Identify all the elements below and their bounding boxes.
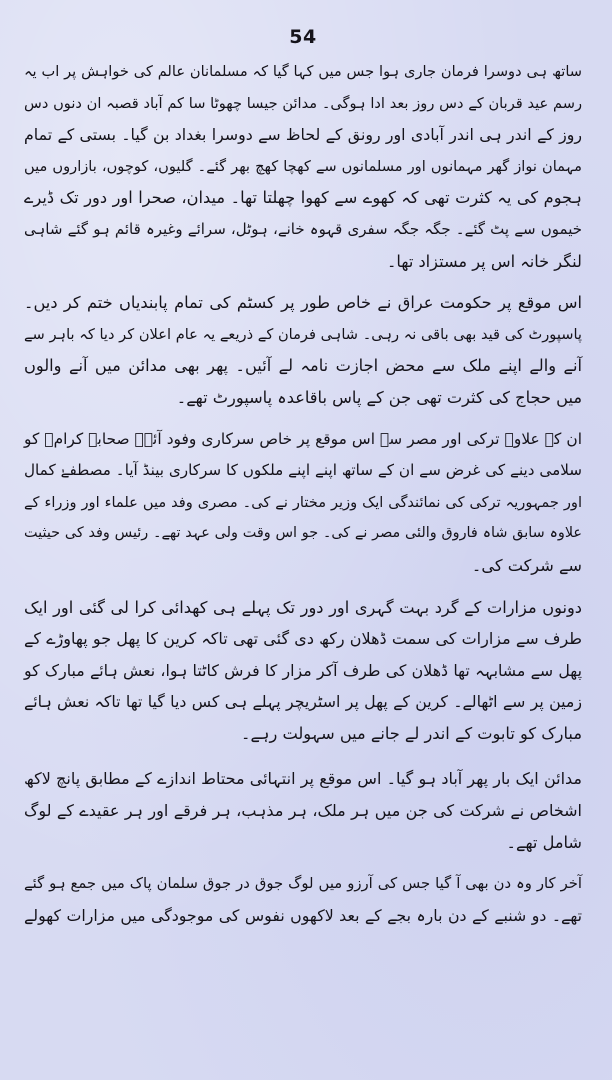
text-line: زمین پر سے اٹھالے۔ کرین کے پھل پر اسٹریچر پہلے ہی کس دیا گیا تھا تاکہ نعش ہائے [24,692,582,712]
paragraph-3 [24,424,582,582]
text-line: میں حجاج کی کثرت تھی جن کے پاس باقاعدہ پاسپورٹ تھے۔ [176,387,582,407]
text-line: اشخاص نے شرکت کی جن میں ہر ملک، ہر مذہب، ہر فرقے اور ہر عقیدے کے لوگ [24,801,582,821]
text-line: مدائن ایک بار پھر آباد ہو گیا۔ اس موقع پر انتہائی محتاط اندازے کے مطابق پانچ لاکھ [24,769,582,789]
text-line: شامل تھے۔ [506,832,582,852]
text-line: رسم عید قربان کے دس روز بعد ادا ہوگی۔ مدائن جیسا چھوٹا سا کم آباد قصبہ ان دنوں دس [24,94,582,112]
text-line: اس موقع پر حکومت عراق نے خاص طور پر کسٹم کی تمام پابندیاں ختم کر دیں۔ [24,293,582,313]
text-line: ساتھ ہی دوسرا فرمان جاری ہوا جس میں کہا گیا کہ مسلمانان عالم کی خواہش پر اب یہ [24,63,582,80]
paragraph-6 [24,868,582,931]
text-line: علاوہ سابق شاہ فاروق والئی مصر نے کی۔ جو اس وقت ولی عہد تھے۔ رئیس وفد کی حیثیت [24,525,582,542]
text-line: خیموں سے پٹ گئے۔ جگہ جگہ سفری قہوہ خانے، ہوٹل، سرائے وغیرہ قائم ہو گئے شاہی [24,219,582,238]
text-line: طرف سے مزارات کی سمت ڈھلان رکھ دی گئی تھی تاکہ کرین کا پھل جو پھاوڑے کے [24,629,582,649]
text-line: پھل سے مشابہہ تھا ڈھلان کی طرف آکر مزار کا فرش کاٹتا ہوا، نعش ہائے مبارک کو [24,660,582,680]
paragraph-2 [24,287,582,413]
text-line: دونوں مزارات کے گرد بہت گہری اور دور تک پہلے ہی کھدائی کرا لی گئی اور ایک [24,597,582,617]
text-line: لنگر خانہ اس پر مستزاد تھا۔ [386,251,582,271]
text-line: سے شرکت کی۔ [471,555,582,575]
text-line: روز کے اندر ہی اندر آبادی اور رونق کے لحاظ سے دوسرا بغداد بن گیا۔ بستی کے تمام [24,125,582,145]
text-line: مہمان نواز گھر مہمانوں اور مسلمانوں سے کھچا کھچ بھر گئے۔ گلیوں، کوچوں، بازاروں میں [24,157,582,175]
text-line: مبارک کو تابوت کے اندر لے جانے میں سہولت رہے۔ [241,723,582,743]
text-line: ان کے علاوہ ترکی اور مصر سے اس موقع پر خاص سرکاری وفود آئے۔ صحابہ کرامؓ کو [24,429,582,448]
page-body [24,56,582,931]
paragraph-4 [24,592,582,750]
text-line: اور جمہوریہ ترکی کی نمائندگی ایک وزیر مختار نے کی۔ مصری وفد میں علماء اور وزراء کے [24,493,582,511]
text-line: ہجوم کی یہ کثرت تھی کہ کھوے سے کھوا چھلتا تھا۔ میدان، صحرا اور دور تک ڈیرے [24,188,582,208]
paragraph-1 [24,56,582,277]
text-line: تھے۔ دو شنبے کے دن بارہ بجے کے بعد لاکھوں نفوس کی موجودگی میں مزارات کھولے [24,905,582,925]
page-number: 54 [289,26,317,48]
text-line: پاسپورٹ کی قید بھی باقی نہ رہی۔ شاہی فرمان کے ذریعے یہ عام اعلان کر دیا کہ باہر سے [24,325,582,343]
text-line: آخر کار وہ دن بھی آ گیا جس کی آرزو میں لوگ جوق در جوق سلمان پاک میں جمع ہو گئے [24,875,582,893]
text-line: آنے والے اپنے ملک سے محض اجازت نامہ لے آئیں۔ پھر بھی مدائن میں آنے والوں [24,356,582,376]
paragraph-5 [24,763,582,858]
text-line: سلامی دینے کی غرض سے ان کے ساتھ اپنے اپنے ملکوں کا سرکاری بینڈ آیا۔ مصطفےٰ کمال [24,461,582,480]
